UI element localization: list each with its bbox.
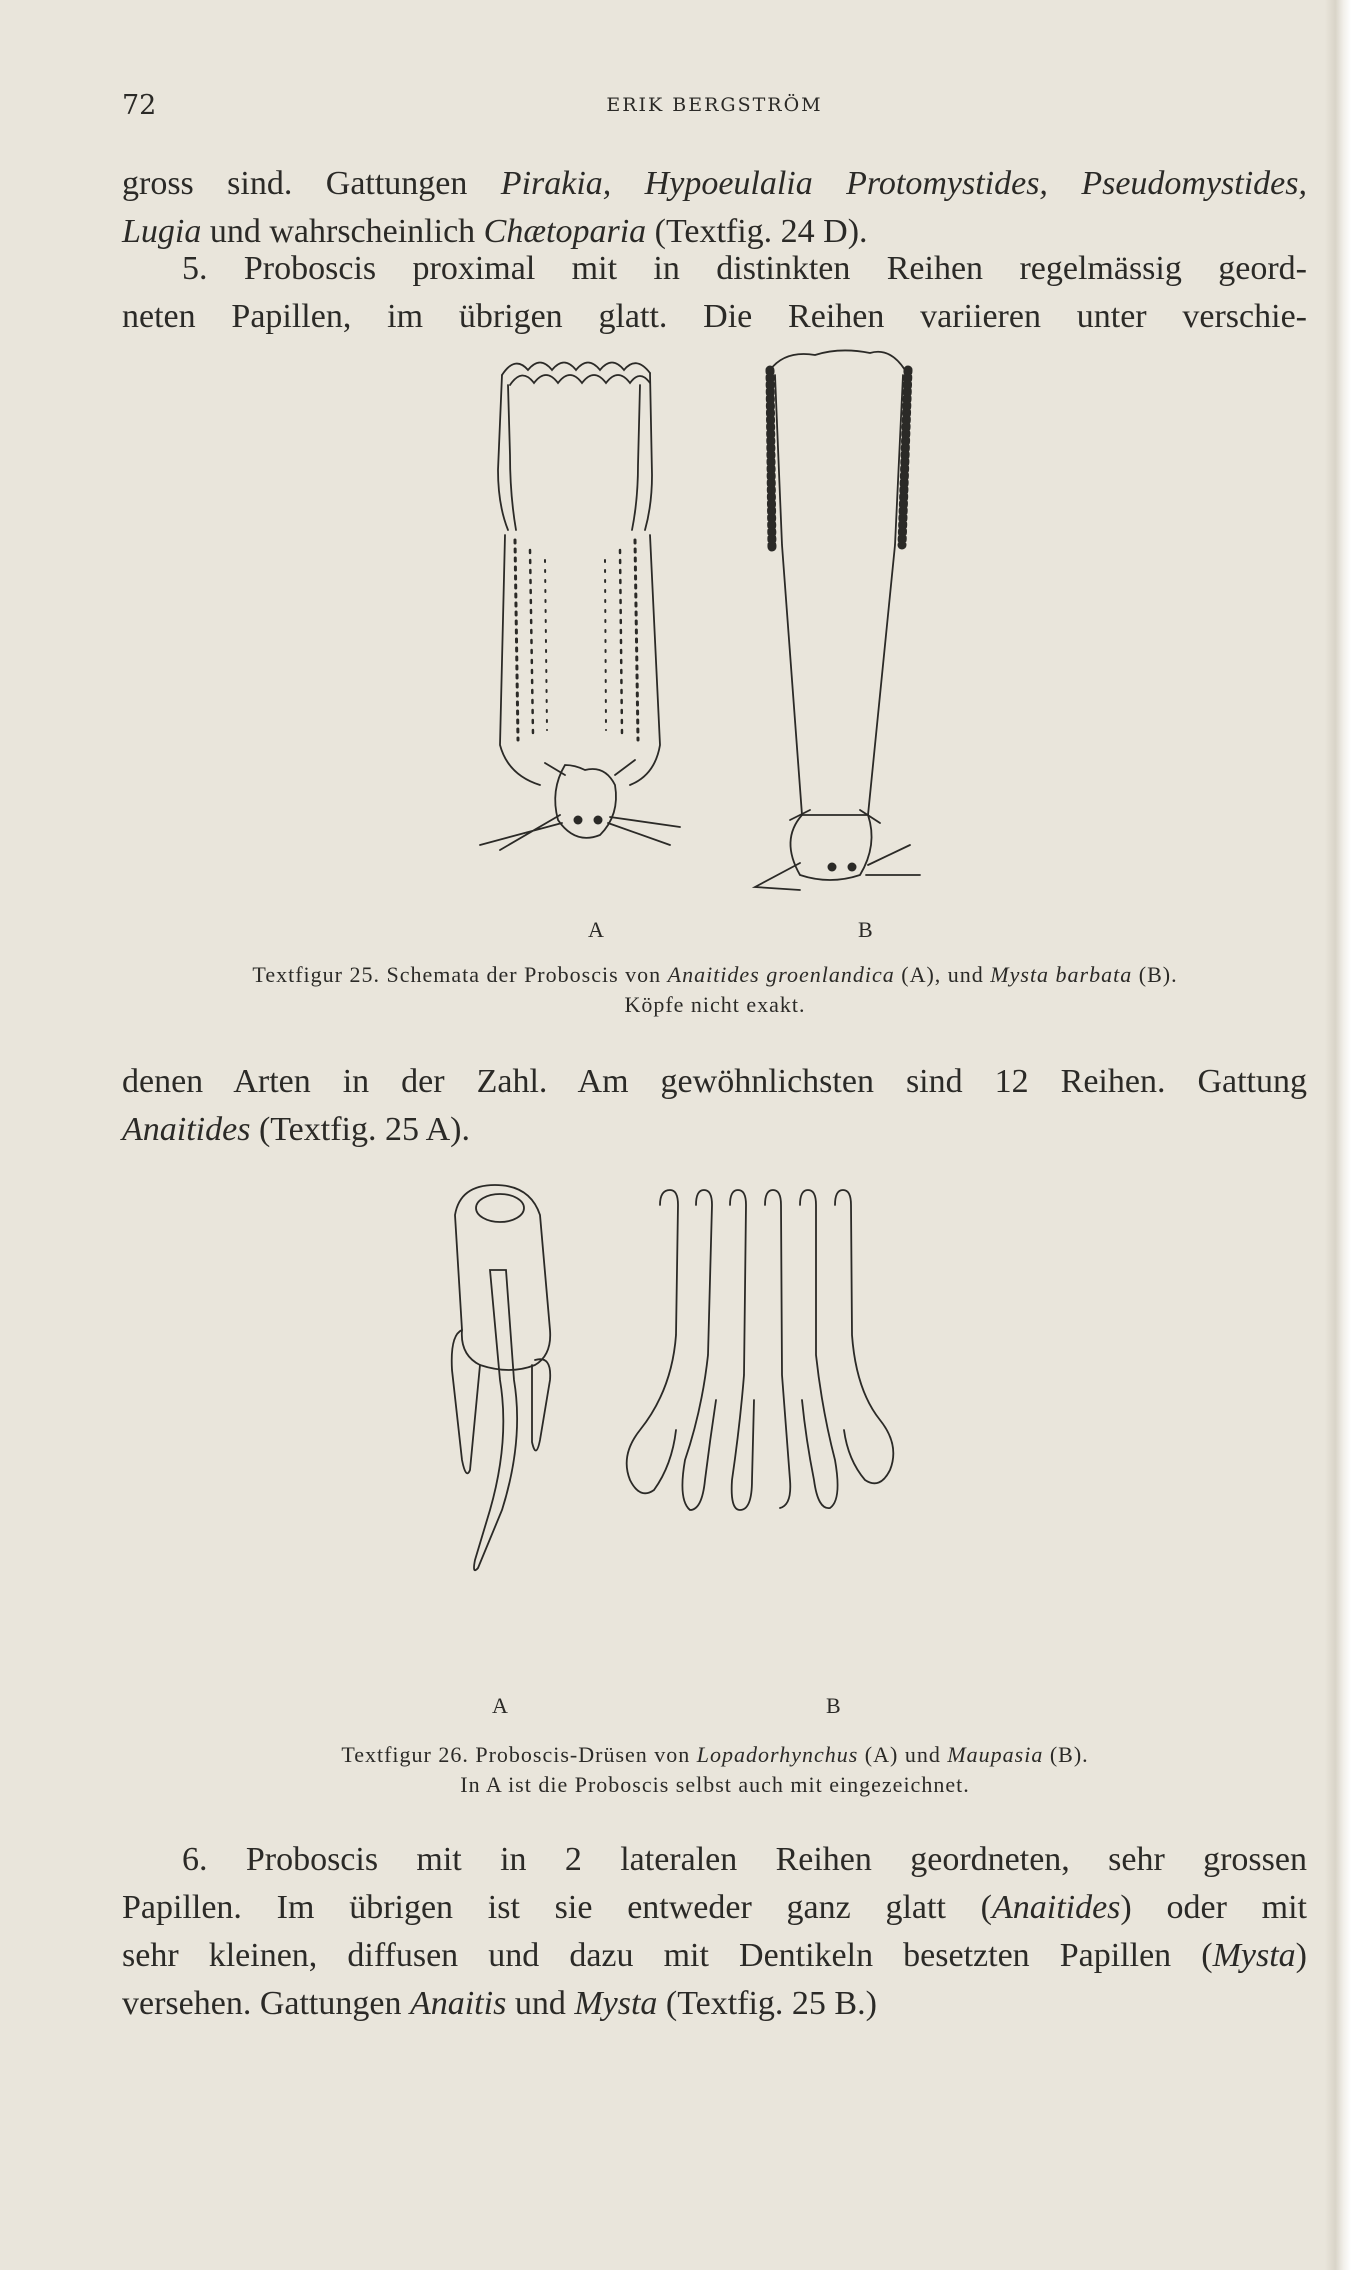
head-b-palps [790,810,880,823]
figure-26 [440,1180,980,1718]
text-line: denen Arten in der Zahl. Am gewöhnlichsten sind 12 Reihen. Gattung [122,1063,1307,1100]
page-edge [1325,0,1351,2270]
papilla-row [515,540,518,740]
caption-line: Textfigur 25. Schemata der Proboscis von Anaitides groenlandica (A), und Mysta barbata (B). [252,962,1178,987]
eye [574,816,583,825]
gland-a-right [532,1359,550,1450]
proboscis-a-body [455,1185,550,1370]
gland-a-long [474,1270,517,1570]
text-line: sehr kleinen, diffusen und dazu mit Dentikeln besetzten Papillen (Mysta) [122,1937,1307,1974]
proboscis-b-left-wall [775,375,802,815]
figure-26-caption [110,1740,1320,1800]
papilla-row [620,550,622,735]
proboscis-a-opening [476,1194,524,1222]
caption-line: In A ist die Proboscis selbst auch mit eingezeichnet. [460,1772,970,1797]
proboscis-b-right-wall [868,375,903,815]
head-b-cirri [755,845,920,890]
figure-26-label-b: B [826,1693,841,1718]
running-head [122,90,1307,124]
page-number: 72 [122,90,157,121]
paragraph-4 [122,1836,1307,2028]
eye [594,816,603,825]
text-line: Lugia und wahrscheinlich Chætoparia (Textfig. 24 D). [122,213,868,250]
text-line: 5. Proboscis proximal mit in distinkten Reihen regelmässig geord- [182,250,1307,287]
figure-26-drawing [440,1180,980,1660]
proboscis-a-left-inner [508,385,516,530]
paragraph-1 [122,160,1307,256]
proboscis-a-right-inner [632,385,640,530]
proboscis-a-rim [502,363,650,376]
proboscis-a-left-wall [498,375,508,530]
proboscis-a-left-lobe [500,535,540,785]
gland-b [682,1190,716,1510]
papilla-row [545,560,547,730]
text-line: Anaitides (Textfig. 25 A). [122,1111,470,1148]
proboscis-a-right-wall [645,373,652,530]
eye [828,863,837,872]
papilla-row-right [902,370,908,545]
gland-b [730,1190,754,1510]
caption-line: Köpfe nicht exakt. [624,992,806,1017]
head-a-palps [545,760,635,775]
papilla-row [530,550,533,735]
figure-26-label-a: A [492,1693,508,1718]
gland-b [800,1190,838,1508]
figure-25-caption [110,960,1320,1020]
paragraph-2 [122,245,1307,341]
head-a [555,765,616,838]
proboscis-a-right-lobe [630,535,660,785]
text-line: Papillen. Im übrigen ist sie entweder ganz glatt (Anaitides) oder mit [122,1889,1307,1926]
figure-25-drawing [440,345,1000,905]
running-head-author: ERIK BERGSTRÖM [606,94,823,116]
figure-25-label-a: A [588,917,604,942]
eye [848,863,857,872]
gland-b [765,1190,790,1508]
papilla-row [605,560,606,730]
papilla-row-left [770,370,772,550]
proboscis-b-rim [770,350,905,370]
text-line: versehen. Gattungen Anaitis und Mysta (Textfig. 25 B.) [122,1985,877,2022]
proboscis-a-rim-inner [510,375,650,385]
figure-25 [440,345,1000,942]
text-line: neten Papillen, im übrigen glatt. Die Reihen variieren unter verschie- [122,298,1307,335]
caption-line: Textfigur 26. Proboscis-Drüsen von Lopadorhynchus (A) und Maupasia (B). [341,1742,1089,1767]
text-line: 6. Proboscis mit in 2 lateralen Reihen geordneten, sehr grossen [182,1841,1307,1878]
papilla-row [635,540,638,740]
text-line: gross sind. Gattungen Pirakia, Hypoeulalia Protomystides, Pseudomystides, [122,165,1308,202]
paragraph-3 [122,1058,1307,1154]
gland-b [835,1190,893,1483]
gland-b [627,1190,678,1493]
figure-25-label-b: B [858,917,873,942]
